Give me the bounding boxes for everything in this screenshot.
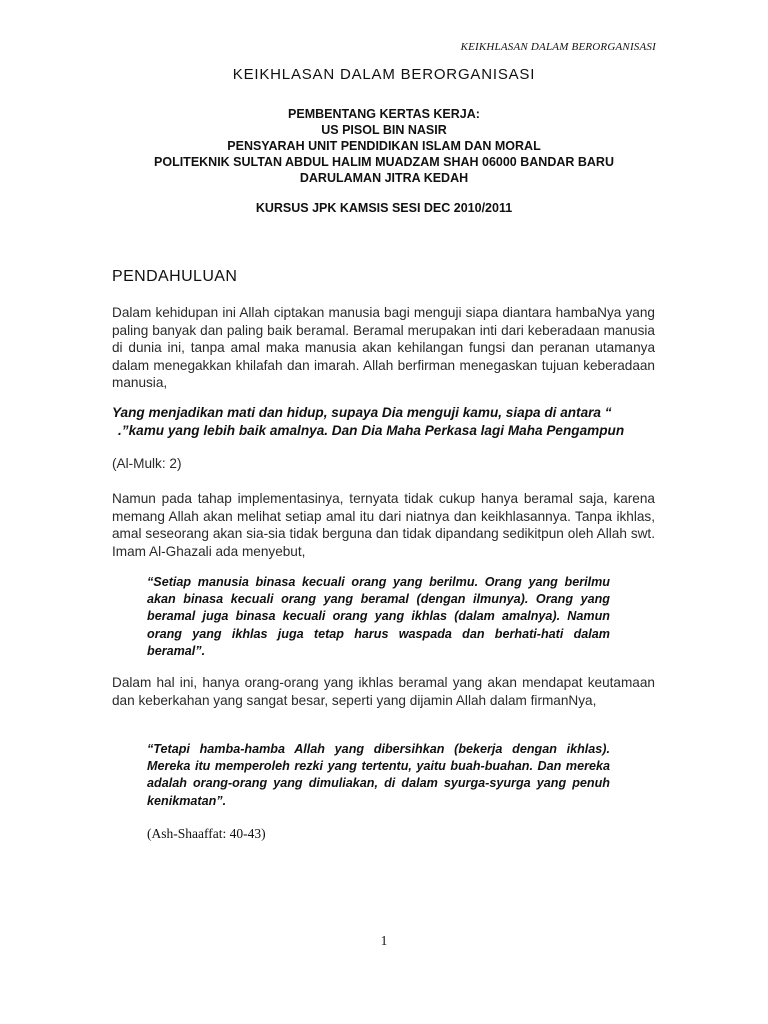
verse-al-mulk [112, 404, 655, 440]
presenter-location: DARULAMAN JITRA KEDAH [299, 171, 469, 185]
presenter-label: PEMBENTANG KERTAS KERJA: [288, 107, 480, 121]
presenter-block [0, 106, 768, 186]
implementation-paragraph: Namun pada tahap implementasinya, ternyata tidak cukup hanya beramal saja, karena memang Allah akan melihat setiap amal itu dari niatnya dan keikhlasannya. Tanpa ikhlas, amal seseorang akan sia-sia tidak berguna dan tidak dipandang sedikitpun oleh Allah swt. Imam Al-Ghazali ada menyebut, [112, 491, 655, 559]
al-ghazali-quote: “Setiap manusia binasa kecuali orang yang berilmu. Orang yang berilmu akan binasa kecuali orang yang beramal (dengan ilmunya). Orang yang beramal juga binasa kecuali orang yang ikhlas (dalam amalnya). Namun orang yang ikhlas juga tetap harus waspada dan berhati-hati dalam beramal”. [147, 575, 610, 658]
quote-reference: (Ash-Shaaffat: 40-43) [147, 826, 266, 841]
presenter-name: US PISOL BIN NASIR [321, 123, 447, 137]
verse-line-1: Yang menjadikan mati dan hidup, supaya Dia menguji kamu, siapa di antara “ [112, 405, 612, 420]
verse-reference: (Al-Mulk: 2) [112, 456, 182, 471]
verse-line-2: .”kamu yang lebih baik amalnya. Dan Dia Maha Perkasa lagi Maha Pengampun [118, 423, 625, 438]
presenter-position: PENSYARAH UNIT PENDIDIKAN ISLAM DAN MORAL [227, 139, 541, 153]
course-title: KURSUS JPK KAMSIS SESI DEC 2010/2011 [255, 201, 513, 215]
presenter-institution: POLITEKNIK SULTAN ABDUL HALIM MUADZAM SHAH 06000 BANDAR BARU [154, 155, 614, 169]
ash-shaaffat-quote: “Tetapi hamba-hamba Allah yang dibersihkan (bekerja dengan ikhlas). Mereka itu memperoleh rezki yang tertentu, yaitu buah-buahan. Dan mereka adalah orang-orang yang dimuliakan, di dalam syurga-syurga yang penuh kenikmatan”. [147, 742, 610, 808]
sincerity-paragraph: Dalam hal ini, hanya orang-orang yang ikhlas beramal yang akan mendapat keutamaan dan keberkahan yang sangat besar, seperti yang dijamin Allah dalam firmanNya, [112, 675, 655, 708]
section-heading: PENDAHULUAN [112, 268, 238, 285]
document-title: KEIKHLASAN DALAM BERORGANISASI [232, 66, 536, 83]
page-number: 1 [380, 933, 388, 948]
running-header: KEIKHLASAN DALAM BERORGANISASI [460, 41, 656, 53]
intro-paragraph: Dalam kehidupan ini Allah ciptakan manusia bagi menguji siapa diantara hambaNya yang paling banyak dan paling baik beramal. Beramal merupakan inti dari keberadaan manusia di dunia ini, tanpa amal maka manusia akan kehilangan fungsi dan peranan utamanya dalam menegakkan khilafah dan imarah. Allah berfirman menegaskan tujuan keberadaan manusia, [112, 305, 655, 390]
